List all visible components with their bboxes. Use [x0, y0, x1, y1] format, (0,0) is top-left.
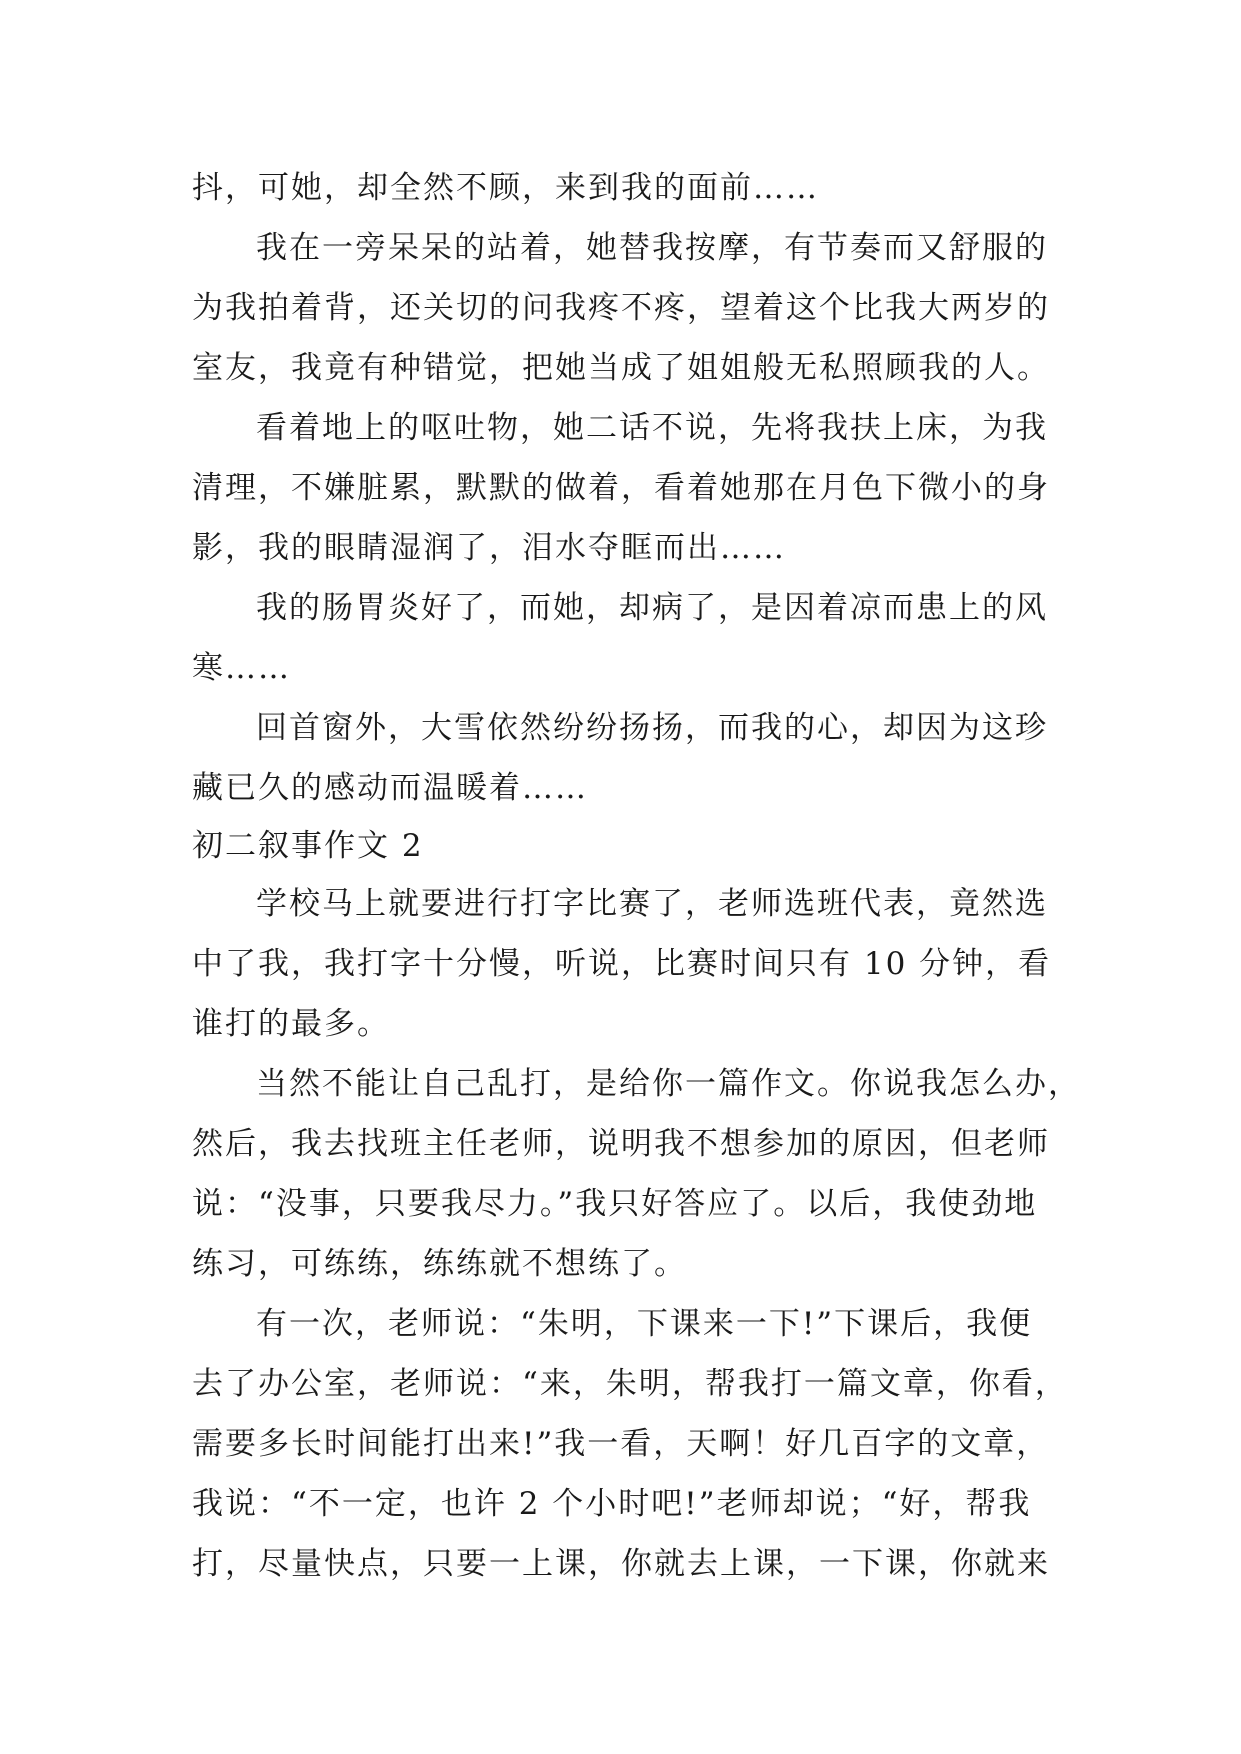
paragraph-start-line: 我的肠胃炎好了，而她，却病了，是因着凉而患上的风: [256, 590, 1048, 626]
paragraph-start-line: 有一次，老师说：“朱明，下课来一下!”下课后，我便: [256, 1306, 1033, 1342]
document-body: [192, 158, 1081, 1594]
text-line: 练习，可练练，练练就不想练了。: [192, 1246, 687, 1282]
text-line: 中了我，我打字十分慢，听说，比赛时间只有 10 分钟，看: [192, 946, 1052, 982]
text-line: 室友，我竟有种错觉，把她当成了姐姐般无私照顾我的人。: [192, 350, 1050, 386]
paragraph-start-line: 回首窗外，大雪依然纷纷扬扬，而我的心，却因为这珍: [256, 710, 1048, 746]
text-line: 影，我的眼睛湿润了，泪水夺眶而出……: [192, 530, 786, 566]
paragraph-start-line: 学校马上就要进行打字比赛了，老师选班代表，竟然选: [256, 886, 1048, 922]
paragraph-start-line: 当然不能让自己乱打，是给你一篇作文。你说我怎么办，: [256, 1066, 1081, 1102]
section-heading: 初二叙事作文 2: [192, 828, 424, 864]
text-line: 寒……: [192, 650, 291, 686]
paragraph-start-line: 看着地上的呕吐物，她二话不说，先将我扶上床，为我: [256, 410, 1048, 446]
text-line: 谁打的最多。: [192, 1006, 390, 1042]
text-line: 我说：“不一定，也许 2 个小时吧!”老师却说；“好，帮我: [192, 1486, 1032, 1522]
text-line: 然后，我去找班主任老师，说明我不想参加的原因，但老师: [192, 1126, 1050, 1162]
text-line: 藏已久的感动而温暖着……: [192, 770, 588, 806]
text-line: 为我拍着背，还关切的问我疼不疼，望着这个比我大两岁的: [192, 290, 1050, 326]
text-line: 去了办公室，老师说：“来，朱明，帮我打一篇文章，你看，: [192, 1366, 1068, 1402]
text-line: 打，尽量快点，只要一上课，你就去上课，一下课，你就来: [192, 1546, 1050, 1582]
text-line: 需要多长时间能打出来!”我一看，天啊！好几百字的文章，: [192, 1426, 1050, 1462]
text-line: 抖，可她，却全然不顾，来到我的面前……: [192, 170, 819, 206]
text-line: 清理，不嫌脏累，默默的做着，看着她那在月色下微小的身: [192, 470, 1050, 506]
paragraph-start-line: 我在一旁呆呆的站着，她替我按摩，有节奏而又舒服的: [256, 230, 1048, 266]
text-line: 说：“没事，只要我尽力。”我只好答应了。以后，我使劲地: [192, 1186, 1038, 1222]
